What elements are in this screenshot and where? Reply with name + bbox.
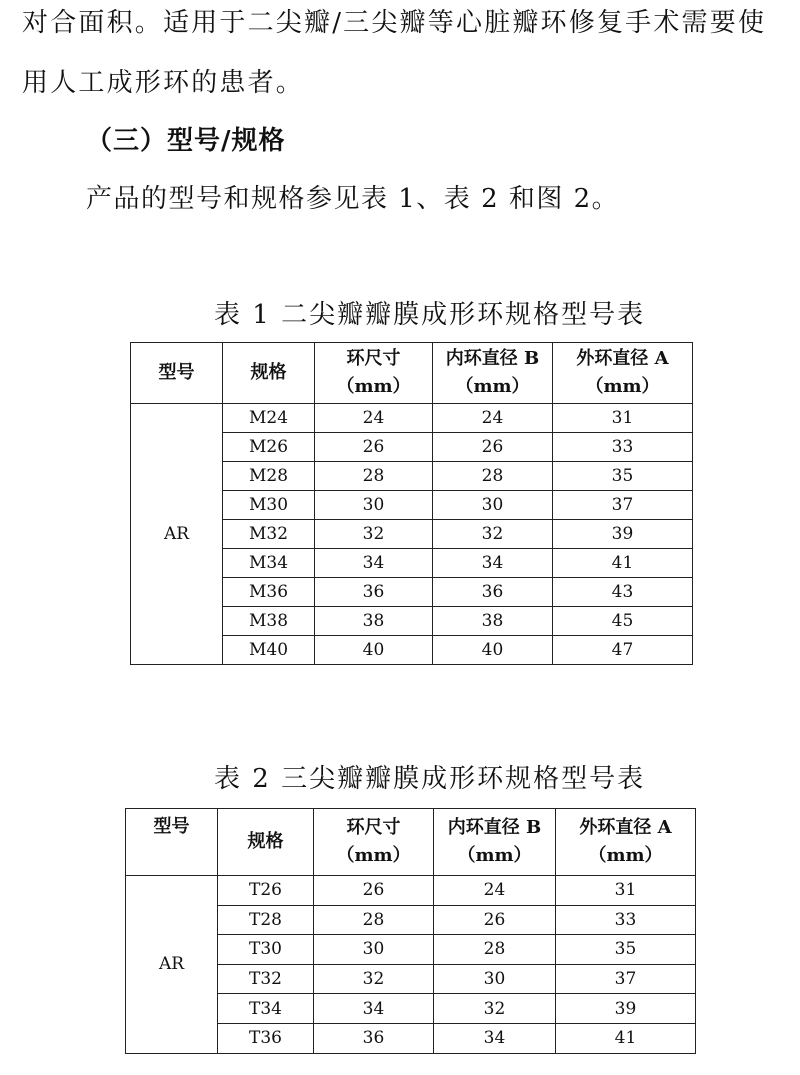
ring-cell: 26 [315, 433, 433, 462]
ring-cell: 24 [315, 404, 433, 433]
ring-cell: 28 [314, 905, 434, 935]
outer-cell: 35 [553, 462, 693, 491]
ring-cell: 36 [314, 1023, 434, 1053]
spec-cell: M24 [223, 404, 315, 433]
header-label: 内环直径 B [445, 348, 540, 369]
ring-cell: 34 [315, 549, 433, 578]
header-unit: （mm） [336, 845, 411, 866]
table-row [131, 404, 693, 433]
ring-cell: 28 [315, 462, 433, 491]
header-label: 内环直径 B [447, 817, 542, 838]
model-cell: AR [131, 404, 223, 665]
header-ring-size [315, 343, 433, 404]
inner-cell: 30 [433, 491, 553, 520]
header-label: 外环直径 A [576, 348, 669, 369]
outer-cell: 33 [553, 433, 693, 462]
inner-cell: 26 [434, 905, 556, 935]
outer-cell: 47 [553, 636, 693, 665]
spec-cell: M32 [223, 520, 315, 549]
outer-cell: 39 [553, 520, 693, 549]
inner-cell: 34 [434, 1023, 556, 1053]
ring-cell: 30 [314, 935, 434, 965]
paragraph-line-1: 对合面积。适用于二尖瓣/三尖瓣等心脏瓣环修复手术需要使 [22, 8, 767, 38]
header-model: 型号 [131, 343, 223, 404]
header-outer-diameter [556, 809, 696, 876]
header-inner-diameter [433, 343, 553, 404]
spec-cell: T30 [218, 935, 314, 965]
header-unit: （mm） [336, 376, 411, 397]
inner-cell: 28 [434, 935, 556, 965]
header-inner-diameter [434, 809, 556, 876]
spec-cell: T34 [218, 994, 314, 1024]
inner-cell: 30 [434, 964, 556, 994]
ring-cell: 32 [314, 964, 434, 994]
mitral-spec-table [130, 342, 693, 665]
inner-cell: 36 [433, 578, 553, 607]
ring-cell: 40 [315, 636, 433, 665]
ring-cell: 38 [315, 607, 433, 636]
spec-cell: T36 [218, 1023, 314, 1053]
inner-cell: 24 [433, 404, 553, 433]
model-cell: AR [126, 876, 218, 1054]
outer-cell: 45 [553, 607, 693, 636]
inner-cell: 28 [433, 462, 553, 491]
ring-cell: 36 [315, 578, 433, 607]
header-unit: （mm） [588, 845, 663, 866]
header-outer-diameter [553, 343, 693, 404]
outer-cell: 31 [553, 404, 693, 433]
ring-cell: 32 [315, 520, 433, 549]
inner-cell: 40 [433, 636, 553, 665]
header-spec: 规格 [218, 809, 314, 876]
outer-cell: 43 [553, 578, 693, 607]
inner-cell: 34 [433, 549, 553, 578]
spec-cell: M30 [223, 491, 315, 520]
table-header-row [126, 809, 696, 876]
spec-cell: M26 [223, 433, 315, 462]
outer-cell: 39 [556, 994, 696, 1024]
outer-cell: 37 [556, 964, 696, 994]
table-2-caption: 表 2 三尖瓣瓣膜成形环规格型号表 [214, 764, 646, 794]
tricuspid-spec-table [125, 808, 696, 1054]
ring-cell: 30 [315, 491, 433, 520]
inner-cell: 38 [433, 607, 553, 636]
header-unit: （mm） [455, 376, 530, 397]
outer-cell: 41 [556, 1023, 696, 1053]
paragraph-line-2: 用人工成形环的患者。 [22, 68, 305, 98]
spec-cell: M38 [223, 607, 315, 636]
inner-cell: 32 [434, 994, 556, 1024]
section-intro: 产品的型号和规格参见表 1、表 2 和图 2。 [86, 184, 620, 214]
spec-cell: T32 [218, 964, 314, 994]
outer-cell: 41 [553, 549, 693, 578]
outer-cell: 37 [553, 491, 693, 520]
spec-cell: T26 [218, 876, 314, 906]
spec-cell: M36 [223, 578, 315, 607]
spec-cell: M28 [223, 462, 315, 491]
ring-cell: 26 [314, 876, 434, 906]
inner-cell: 24 [434, 876, 556, 906]
header-ring-size [314, 809, 434, 876]
header-label: 环尺寸 [346, 817, 401, 838]
header-unit: （mm） [457, 845, 532, 866]
spec-cell: M34 [223, 549, 315, 578]
outer-cell: 31 [556, 876, 696, 906]
header-spec: 规格 [223, 343, 315, 404]
header-model: 型号 [126, 809, 218, 876]
header-label: 环尺寸 [346, 348, 401, 369]
table-header-row [131, 343, 693, 404]
table-1-caption: 表 1 二尖瓣瓣膜成形环规格型号表 [214, 300, 646, 330]
outer-cell: 33 [556, 905, 696, 935]
section-heading: （三）型号/规格 [86, 126, 286, 156]
inner-cell: 32 [433, 520, 553, 549]
inner-cell: 26 [433, 433, 553, 462]
header-unit: （mm） [585, 376, 660, 397]
ring-cell: 34 [314, 994, 434, 1024]
spec-cell: M40 [223, 636, 315, 665]
outer-cell: 35 [556, 935, 696, 965]
spec-cell: T28 [218, 905, 314, 935]
table-row [126, 876, 696, 906]
header-label: 外环直径 A [579, 817, 672, 838]
